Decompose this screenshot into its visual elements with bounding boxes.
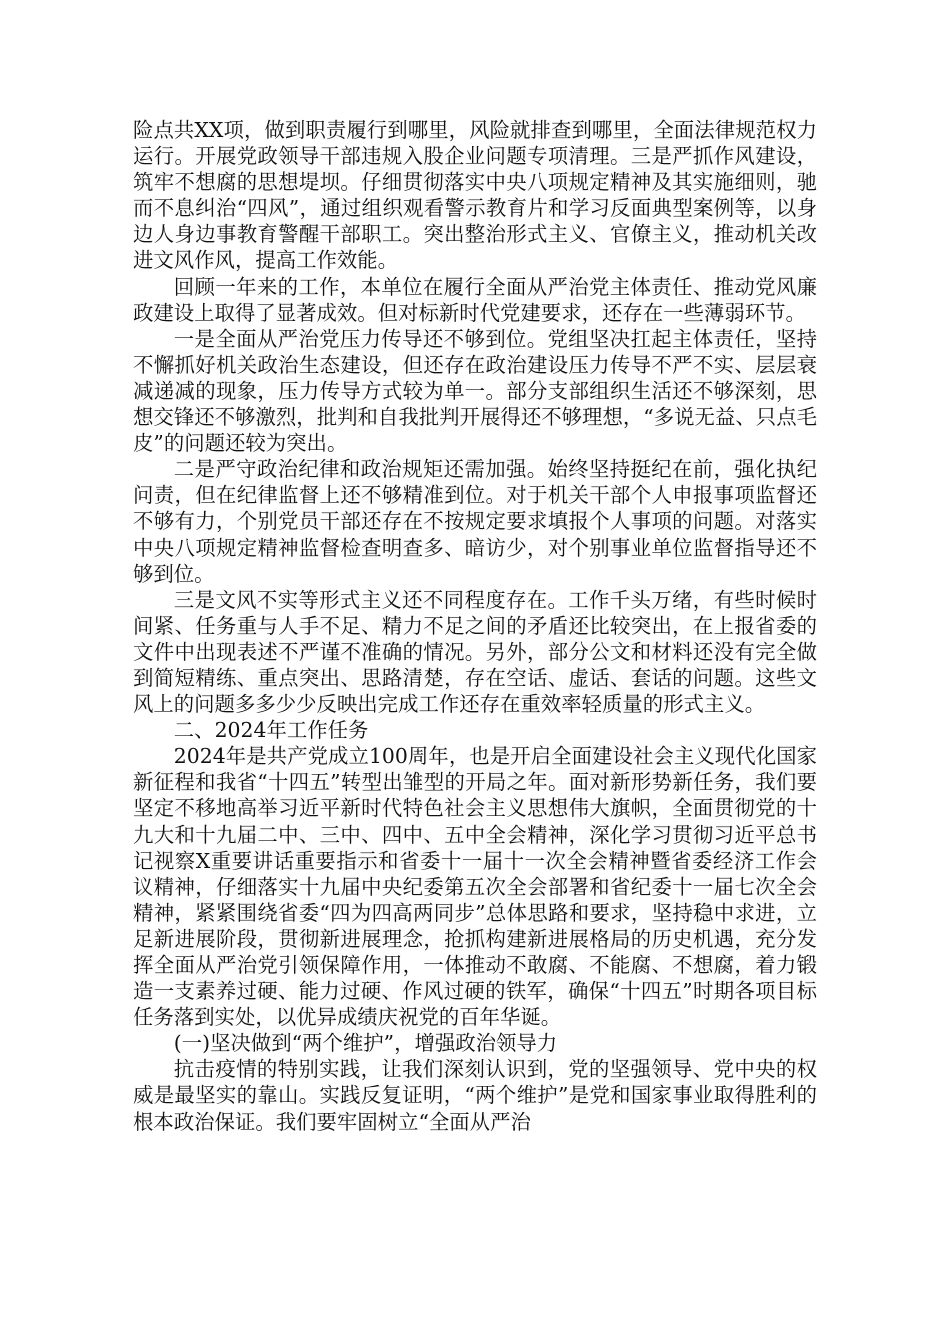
- paragraph-issue-three: 三是文风不实等形式主义还不同程度存在。工作千头万绪，有些时候时间紧、任务重与人手不足、精力不足之间的矛盾还比较突出，在上报省委的文件中出现表述不严谨不准确的情况。另外，部分公文和材料还没有完全做到简短精练、重点突出、思路清楚，存在空话、虚话、套话的问题。这些文风上的问题多多少少反映出完成工作还存在重效率轻质量的形式主义。: [133, 587, 817, 717]
- section-heading-2024-tasks: 二、2024年工作任务: [173, 718, 369, 743]
- paragraph-issue-one: 一是全面从严治党压力传导还不够到位。党组坚决扛起主体责任，坚持不懈抓好机关政治生态建设，但还存在政治建设压力传导不严不实、层层衰减递减的现象，压力传导方式较为单一。部分支部组织生活还不够深刻，思想交锋还不够激烈，批判和自我批判开展得还不够理想，“多说无益、只点毛皮”的问题还较为突出。: [133, 326, 817, 456]
- paragraph-two-safeguards: 抗击疫情的特别实践，让我们深刻认识到，党的坚强领导、党中央的权威是最坚实的靠山。实践反复证明，“两个维护”是党和国家事业取得胜利的根本政治保证。我们要牢固树立“全面从严治: [133, 1057, 817, 1134]
- document-body: [133, 117, 817, 1135]
- paragraph-review-summary: 回顾一年来的工作，本单位在履行全面从严治党主体责任、推动党风廉政建设上取得了显著成效。但对标新时代党建要求，还存在一些薄弱环节。: [133, 274, 817, 325]
- paragraph-2024-overview: 2024年是共产党成立100周年，也是开启全面建设社会主义现代化国家新征程和我省“十四五”转型出雏型的开局之年。面对新形势新任务，我们要坚定不移地高举习近平新时代特色社会主义思想伟大旗帜，全面贯彻党的十九大和十九届二中、三中、四中、五中全会精神，深化学习贯彻习近平总书记视察X重要讲话重要指示和省委十一届十一次全会精神暨省委经济工作会议精神，仔细落实十九届中央纪委第五次全会部署和省纪委十一届七次全会精神，紧紧围绕省委“四为四高两同步”总体思路和要求，坚持稳中求进，立足新进展阶段，贯彻新进展理念，抢抓构建新进展格局的历史机遇，充分发挥全面从严治党引领保障作用，一体推动不敢腐、不能腐、不想腐，着力锻造一支素养过硬、能力过硬、作风过硬的铁军，确保“十四五”时期各项目标任务落到实处，以优异成绩庆祝党的百年华诞。: [133, 744, 817, 1030]
- paragraph-issue-two: 二是严守政治纪律和政治规矩还需加强。始终坚持挺纪在前，强化执纪问责，但在纪律监督上还不够精准到位。对于机关干部个人申报事项监督还不够有力，个别党员干部还存在不按规定要求填报个人事项的问题。对落实中央八项规定精神监督检查明查多、暗访少，对个别事业单位监督指导还不够到位。: [133, 457, 817, 586]
- subsection-heading-political-leadership: (一)坚决做到“两个维护”，增强政治领导力: [173, 1031, 558, 1056]
- paragraph-continuation: 险点共XX项，做到职责履行到哪里，风险就排查到哪里，全面法律规范权力运行。开展党政领导干部违规入股企业问题专项清理。三是严抓作风建设，筑牢不想腐的思想堤坝。仔细贯彻落实中央八项规定精神及其实施细则，驰而不息纠治“四风”，通过组织观看警示教育片和学习反面典型案例等，以身边人身边事教育警醒干部职工。突出整治形式主义、官僚主义，推动机关改进文风作风，提高工作效能。: [133, 118, 817, 273]
